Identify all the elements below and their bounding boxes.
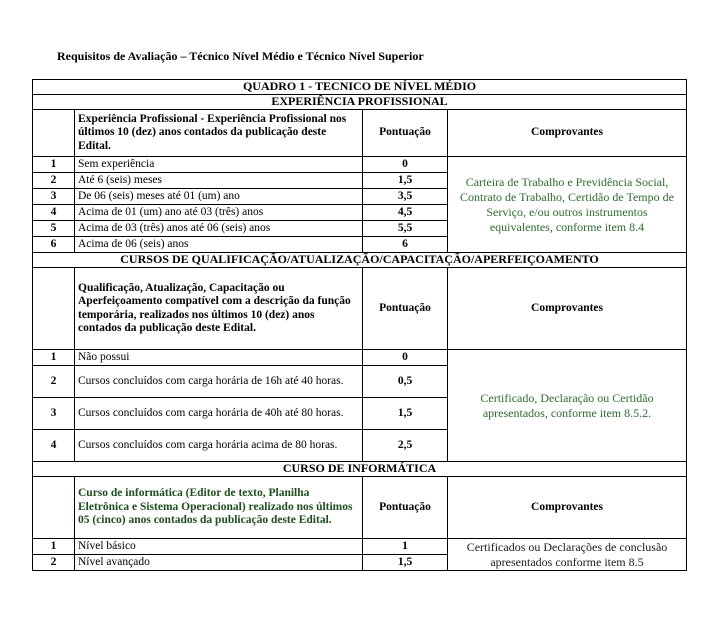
row-number: 4 [33, 205, 75, 221]
quadro-title-row [33, 80, 687, 95]
table-row [33, 539, 687, 555]
row-number: 1 [33, 539, 75, 555]
document-title: Requisitos de Avaliação – Técnico Nível Médio e Técnico Nível Superior [57, 49, 424, 63]
row-points: 2,5 [363, 430, 448, 462]
row-description: Acima de 03 (três) anos até 06 (seis) anos [75, 221, 363, 237]
row-description: Acima de 06 (seis) anos [75, 237, 363, 253]
row-points: 6 [363, 237, 448, 253]
row-description: Nível avançado [75, 555, 363, 571]
header-description: Qualificação, Atualização, Capacitação ou Aperfeiçoamento compatível com a descrição da função temporária, realizados nos últimos 10 (dez) anos contados da publicação deste Edital. [75, 268, 363, 350]
header-comprovantes: Comprovantes [448, 477, 687, 539]
row-number: 5 [33, 221, 75, 237]
header-comprovantes: Comprovantes [448, 110, 687, 157]
row-description: Cursos concluídos com carga horária de 40h até 80 horas. [75, 398, 363, 430]
evaluation-table [32, 79, 687, 571]
row-description: Sem experiência [75, 157, 363, 173]
row-points: 5,5 [363, 221, 448, 237]
row-points: 0 [363, 157, 448, 173]
header-points: Pontuação [363, 268, 448, 350]
row-number: 1 [33, 157, 75, 173]
comprovantes-text: Certificados ou Declarações de conclusão apresentados conforme item 8.5 [448, 539, 687, 571]
row-points: 4,5 [363, 205, 448, 221]
row-number: 4 [33, 430, 75, 462]
table-row [33, 350, 687, 366]
row-points: 1 [363, 539, 448, 555]
header-comprovantes: Comprovantes [448, 268, 687, 350]
section-title-cursos: CURSOS DE QUALIFICAÇÃO/ATUALIZAÇÃO/CAPACITAÇÃO/APERFEIÇOAMENTO [33, 253, 687, 268]
row-number: 3 [33, 398, 75, 430]
section-header-row [33, 110, 687, 157]
row-number: 3 [33, 189, 75, 205]
row-description: Cursos concluídos com carga horária de 16h até 40 horas. [75, 366, 363, 398]
row-number: 2 [33, 555, 75, 571]
quadro-title: QUADRO 1 - TECNICO DE NÍVEL MÉDIO [33, 80, 687, 95]
row-description: De 06 (seis) meses até 01 (um) ano [75, 189, 363, 205]
section-header-row [33, 477, 687, 539]
row-number: 2 [33, 366, 75, 398]
section-header-row [33, 268, 687, 350]
row-points: 1,5 [363, 555, 448, 571]
header-points: Pontuação [363, 110, 448, 157]
table-row [33, 157, 687, 173]
header-number-cell [33, 110, 75, 157]
row-description: Nível básico [75, 539, 363, 555]
row-points: 0,5 [363, 366, 448, 398]
row-number: 6 [33, 237, 75, 253]
header-description: Experiência Profissional - Experiência Profissional nos últimos 10 (dez) anos contados da publicação deste Edital. [75, 110, 363, 157]
header-number-cell [33, 477, 75, 539]
section-title-experiencia: EXPERIÊNCIA PROFISSIONAL [33, 95, 687, 110]
comprovantes-text: Certificado, Declaração ou Certidão apresentados, conforme item 8.5.2. [448, 350, 687, 462]
header-number-cell [33, 268, 75, 350]
row-points: 0 [363, 350, 448, 366]
comprovantes-text: Carteira de Trabalho e Previdência Social, Contrato de Trabalho, Certidão de Tempo de Serviço, e/ou outros instrumentos equivalentes, conforme item 8.4 [448, 157, 687, 253]
row-points: 1,5 [363, 398, 448, 430]
row-description: Cursos concluídos com carga horária acima de 80 horas. [75, 430, 363, 462]
row-number: 1 [33, 350, 75, 366]
row-description: Não possui [75, 350, 363, 366]
section-title-row [33, 95, 687, 110]
section-title-row [33, 253, 687, 268]
row-description: Até 6 (seis) meses [75, 173, 363, 189]
row-description: Acima de 01 (um) ano até 03 (três) anos [75, 205, 363, 221]
row-points: 3,5 [363, 189, 448, 205]
row-points: 1,5 [363, 173, 448, 189]
section-title-informatica: CURSO DE INFORMÁTICA [33, 462, 687, 477]
header-points: Pontuação [363, 477, 448, 539]
row-number: 2 [33, 173, 75, 189]
section-title-row [33, 462, 687, 477]
header-description: Curso de informática (Editor de texto, Planilha Eletrônica e Sistema Operacional) realizado nos últimos 05 (cinco) anos contados da publicação deste Edital. [75, 477, 363, 539]
